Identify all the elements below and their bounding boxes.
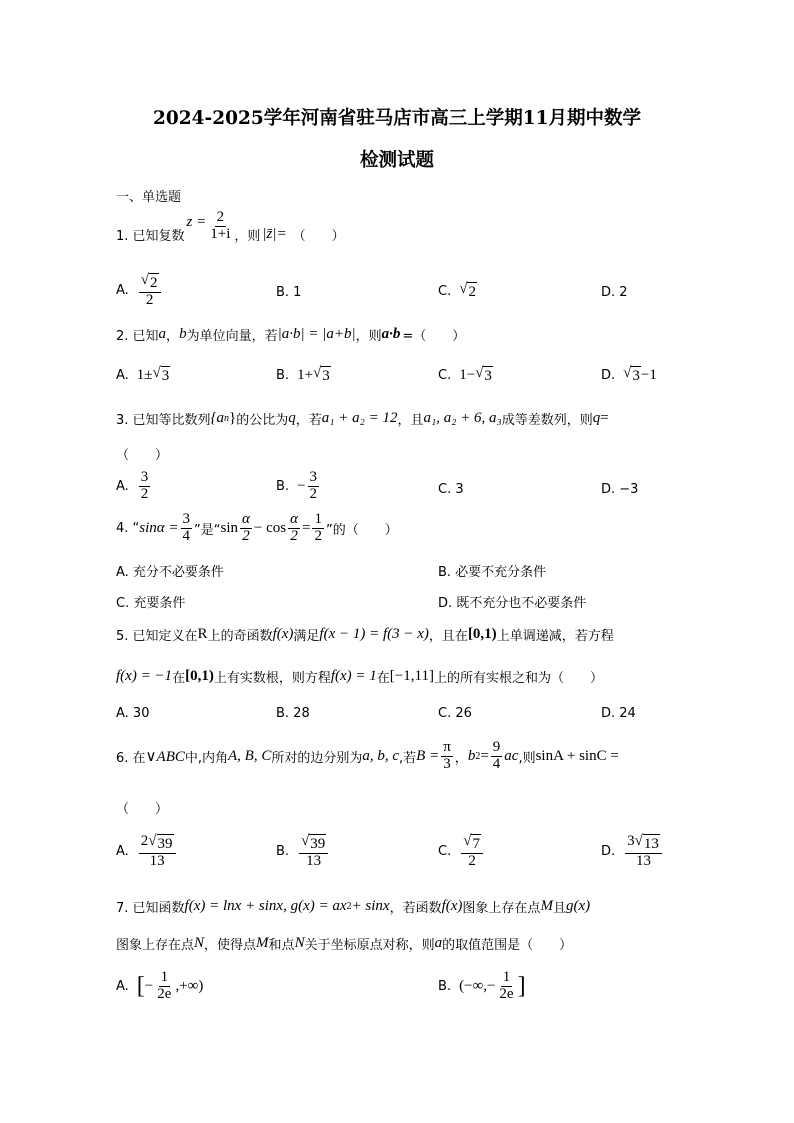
option-label: B. (438, 978, 452, 994)
q6-d-den: 13 (636, 853, 652, 869)
option-label: A. (116, 478, 129, 494)
q7-f-end: + sinx (351, 898, 390, 914)
q6-option-c[interactable] (438, 834, 485, 870)
q2-a-sqrt: √ 3 (152, 365, 170, 384)
q4-c-den: 2 (314, 527, 322, 544)
q5-f3: f(x) = −1 (116, 668, 173, 684)
q4-option-a[interactable]: A. 充分不必要条件 (116, 565, 224, 580)
q2-stem: 2. 已知 (116, 329, 159, 344)
q1-z-lhs: z = (186, 213, 207, 230)
q2-c-arg: 3 (484, 368, 492, 384)
q1-a-den: 2 (145, 292, 154, 308)
q3-a-num: 3 (140, 469, 149, 485)
q5-int3: [−1,11] (389, 668, 434, 684)
q7-b-left: (−∞,− (459, 977, 496, 994)
q6-stem: 6. 在 (116, 750, 146, 766)
q6-b2: b (467, 747, 476, 764)
q1-a-num-arg: 2 (150, 275, 158, 291)
q1-option-b[interactable]: B. 1 (276, 285, 302, 300)
q4-mid: ”是“ (194, 522, 221, 538)
q1-z-den: 1+i (210, 225, 231, 242)
question-7 (116, 897, 590, 916)
question-5-line2 (116, 667, 603, 686)
q7-option-b[interactable] (438, 970, 526, 1003)
q3-option-c[interactable]: C. 3 (438, 482, 464, 497)
q1-z-fraction (208, 210, 232, 243)
q6-mid4: ,则 (518, 750, 536, 766)
q1-a-fraction (139, 273, 161, 309)
q5-satisfy: 满足 (293, 629, 320, 644)
q1-c-arg: 2 (468, 284, 476, 300)
q7-f-sup: 2 (346, 901, 352, 912)
q7-b-right: ] (517, 972, 526, 999)
q6-paren: （ ） (116, 802, 169, 817)
q7-g: g(x) (565, 898, 591, 914)
q6-abc: A, B, C (228, 747, 272, 764)
q6-d4: 4 (492, 755, 501, 772)
q6-b-den: 13 (306, 853, 322, 869)
q3-b-den: 2 (309, 485, 318, 502)
option-label: B. (276, 368, 290, 383)
q4-option-d[interactable]: D. 既不充分也不必要条件 (438, 596, 587, 611)
question-6 (116, 740, 619, 773)
q3-b-frac (308, 470, 320, 503)
q5-decr: 上单调递减，若方程 (496, 629, 614, 644)
q7-f: f(x) = lnx + sinx, g(x) = ax (184, 898, 347, 914)
q6-option-d[interactable] (601, 834, 664, 870)
q7-stem: 7. 已知函数 (116, 901, 185, 916)
q7-a-num: 1 (160, 969, 169, 985)
q5-and: ，且在 (428, 629, 468, 644)
q5-f1: f(x) (272, 626, 294, 642)
q6-c-arg: 7 (472, 836, 480, 852)
q4-option-c[interactable]: C. 充要条件 (116, 596, 186, 611)
q3-q: q (288, 410, 296, 426)
q6-B-eq: B = (416, 747, 440, 764)
q2-d-arg: 3 (632, 368, 640, 384)
q6-a-coef: 2 (140, 833, 149, 849)
q4-minus: − cos (253, 519, 287, 536)
q6-b-num: √ 39 (299, 834, 328, 854)
q1-option-d[interactable]: D. 2 (601, 285, 628, 300)
q2-d-val: −1 (640, 367, 657, 383)
q3-option-b[interactable] (276, 470, 321, 503)
q7-range: 的取值范围是（ ） (442, 938, 573, 953)
q3-if: ，若 (295, 413, 322, 428)
q3-then: 成等差数列，则 (501, 413, 593, 428)
q2-vec-b: b (179, 326, 187, 342)
q6-c-num: √ 7 (461, 834, 483, 854)
question-5 (116, 625, 614, 644)
q2-a-val: 1± (136, 367, 153, 383)
q6-pi: π (443, 739, 451, 755)
q7-if: ，若函数 (389, 901, 442, 916)
q7-b-num: 1 (502, 969, 511, 985)
q7-a-frac (155, 970, 173, 1003)
q3-option-a[interactable] (116, 470, 152, 503)
question-3 (116, 409, 609, 428)
q6-mid3: ,若 (399, 750, 417, 766)
option-label: C. (438, 368, 452, 383)
q3-and: ，且 (397, 413, 424, 428)
q2-c-sqrt: √ 3 (475, 365, 492, 384)
q3-seq-sub: n (224, 413, 230, 424)
q4-a-den: 2 (242, 527, 250, 544)
q7-and: 且 (552, 901, 566, 916)
q3-ratio-label: 的公比为 (236, 413, 289, 428)
option-label: D. (601, 844, 616, 860)
q6-n9: 9 (492, 739, 501, 755)
question-1 (116, 209, 345, 251)
q7-N2: N (294, 935, 305, 951)
q3-seq: {a (210, 410, 225, 426)
q2-expr: a·b (381, 326, 401, 342)
q3-option-d[interactable]: D. −3 (601, 482, 639, 497)
q2-option-c[interactable] (438, 366, 493, 385)
option-label: C. (438, 284, 452, 299)
q6-pi-frac (441, 740, 453, 773)
q4-frac4 (312, 512, 324, 545)
q6-option-a[interactable] (116, 834, 178, 870)
q3-eq: = (600, 410, 609, 426)
q6-94-frac (491, 740, 503, 773)
q7-M: M (540, 898, 553, 914)
q4-b-num: α (290, 511, 299, 527)
q2-d-sqrt: √ 3 (623, 365, 640, 384)
q3-seq-end: } (229, 410, 237, 426)
q1-a-num: √ 2 (139, 273, 161, 293)
q4-eq: = (302, 519, 311, 536)
q4-sin: sinα = (139, 519, 179, 536)
q6-sides: a, b, c (362, 747, 400, 764)
q5-f4: f(x) = 1 (330, 668, 377, 684)
q6-mid1: 中,内角 (184, 750, 228, 766)
q6-tri: ∨ABC (145, 748, 185, 765)
q6-mid2: 所对的边分别为 (271, 750, 363, 766)
q6-d-frac (625, 834, 662, 870)
q4-n1: 3 (182, 511, 191, 527)
option-label: B. (276, 478, 290, 494)
q7-b-frac (497, 970, 515, 1003)
q6-c-frac (461, 834, 483, 870)
q5-int2: [0,1) (185, 668, 214, 684)
q7-exist: 图象上存在点 (462, 901, 541, 916)
section-heading: 一、单选题 (116, 190, 182, 205)
q5-option-d[interactable]: D. 24 (601, 706, 636, 721)
q1-stem: 1. 已知复数 (116, 228, 185, 244)
q2-b-sqrt: √ 3 (313, 365, 330, 384)
q4-frac1 (181, 512, 193, 545)
q2-then: ，则 (355, 329, 382, 344)
q1-option-a[interactable] (116, 273, 163, 309)
q1-abs: |z̄|= (262, 225, 287, 242)
q4-sin2: sin (220, 519, 239, 536)
question-7-line2 (116, 934, 572, 953)
q3-b-num: 3 (309, 469, 318, 485)
question-2 (116, 325, 465, 344)
q5-sum: 上的所有实根之和为（ ） (433, 671, 603, 686)
q7-a-rest: ,+∞) (175, 977, 204, 994)
q2-condition: |a·b| = |a+b| (277, 326, 356, 342)
q5-option-b[interactable]: B. 28 (276, 706, 310, 721)
q7-a-den: 2e (157, 985, 172, 1002)
q6-option-b[interactable] (276, 834, 330, 870)
q2-option-b[interactable] (276, 366, 331, 385)
q6-ac: ac (504, 747, 519, 764)
q7-N: N (194, 935, 205, 951)
q7-b-den: 2e (499, 985, 514, 1002)
q5-in2: 在 (376, 671, 390, 686)
q2-a-arg: 3 (161, 368, 170, 384)
q1-mid: ，则 (234, 228, 261, 244)
q6-d-coef: 3 (627, 833, 635, 849)
q7-a-left: [ (136, 972, 145, 999)
q4-b-den: 2 (290, 527, 298, 544)
q5-option-c[interactable]: C. 26 (438, 706, 472, 721)
option-label: A. (116, 368, 129, 383)
q6-sep: ， (454, 750, 468, 766)
q2-eq: =（ ） (402, 329, 466, 344)
q3-q2: q (592, 410, 601, 426)
q6-a-frac (139, 834, 176, 870)
q3-a-frac (139, 470, 151, 503)
q4-frac2 (240, 512, 252, 545)
q5-has-root: 上有实数根，则方程 (213, 671, 331, 686)
q4-option-b[interactable]: B. 必要不充分条件 (438, 565, 547, 580)
q2-b-val: 1+ (297, 367, 314, 383)
q7-a: a (434, 935, 443, 951)
q6-expr: sinA + sinC = (535, 747, 619, 764)
q6-a-num: 2 √ 39 (139, 834, 176, 854)
option-label: B. (276, 844, 290, 860)
q2-b-arg: 3 (322, 368, 330, 384)
doc-title-line1: 2024-2025学年河南省驻马店市高三上学期11月期中数学 (153, 108, 641, 129)
q7-option-a[interactable]: A. [ − $\frac{1}{2e}$ ,+∞) (116, 969, 204, 1002)
q7-f2: f(x) (441, 898, 463, 914)
option-label: A. (116, 978, 129, 994)
q1-c-sqrt: √ 2 (459, 281, 476, 300)
q4-a-num: α (242, 511, 250, 527)
q7-M2: M (256, 935, 269, 951)
option-label: A. (116, 283, 129, 299)
q1-z-num: 2 (216, 209, 225, 225)
q3-cond2: a₁, a₂ + 6, a₃ (423, 410, 502, 426)
q7-exist2: 图象上存在点 (116, 938, 195, 953)
q6-b2-eq: = (480, 747, 489, 764)
q2-option-d[interactable] (601, 366, 657, 385)
q6-three: 3 (443, 755, 451, 772)
q3-paren: （ ） (116, 448, 169, 463)
q5-odd: 上的奇函数 (207, 629, 273, 644)
option-label: D. (601, 368, 616, 383)
q6-c-den: 2 (468, 853, 476, 869)
q6-d-arg: 13 (643, 836, 659, 852)
q5-option-a[interactable]: A. 30 (116, 706, 150, 721)
q7-such: ，使得点 (204, 938, 257, 953)
q6-a-den: 13 (149, 853, 165, 869)
q6-b2-sup: 2 (475, 750, 481, 762)
q5-int1: [0,1) (467, 626, 497, 642)
q4-frac3 (288, 512, 300, 545)
q6-b-frac (299, 834, 328, 870)
q7-sym: 关于坐标原点对称，则 (304, 938, 435, 953)
q4-c-num: 1 (314, 511, 322, 527)
q6-b-arg: 39 (310, 836, 326, 852)
q3-stem: 3. 已知等比数列 (116, 413, 211, 428)
option-label: A. (116, 844, 129, 860)
q2-option-a[interactable] (116, 366, 170, 385)
doc-title-line2: 检测试题 (359, 150, 434, 171)
q3-b-sign: − (297, 477, 306, 494)
q6-a-arg: 39 (157, 836, 173, 852)
q5-stem: 5. 已知定义在 (116, 629, 198, 644)
q3-a-den: 2 (140, 485, 149, 502)
q2-comma: ， (166, 329, 180, 344)
q2-mid: 为单位向量，若 (186, 329, 278, 344)
q5-f2: f(x − 1) = f(3 − x) (319, 626, 429, 642)
question-4 (116, 512, 398, 545)
q1-paren: （ ） (292, 228, 345, 244)
q5-R: R (197, 626, 208, 642)
q2-c-val: 1− (459, 367, 476, 383)
q7-andpt: 和点 (268, 938, 295, 953)
q3-cond1: a₁ + a₂ = 12 (321, 410, 398, 426)
q1-option-c[interactable] (438, 282, 477, 301)
q2-vec-a: a (158, 326, 167, 342)
q6-d-num: 3 √ 13 (625, 834, 662, 854)
q4-d1: 4 (182, 527, 191, 544)
q5-in: 在 (172, 671, 186, 686)
option-label: C. (438, 844, 452, 860)
q4-stem: 4. “ (116, 520, 140, 536)
q4-end: ”的（ ） (325, 522, 398, 538)
